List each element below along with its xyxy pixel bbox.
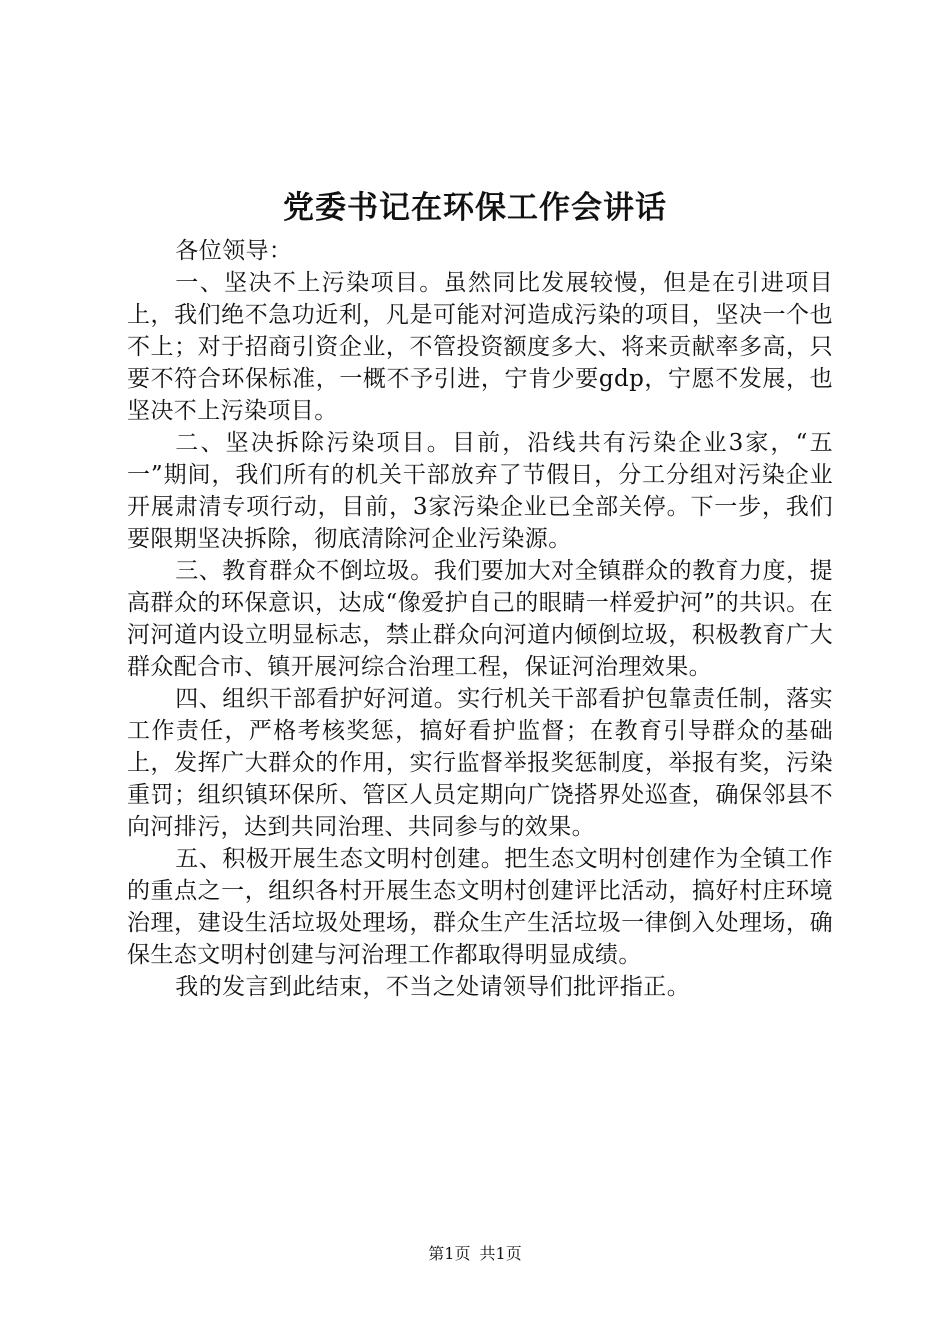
page-number-total: 共1页: [479, 1244, 522, 1263]
paragraph-1: 一、坚决不上污染项目。虽然同比发展较慢，但是在引进项目上，我们绝不急功近利，凡是可能对河造成污染的项目，坚决一个也不上；对于招商引资企业，不管投资额度多大、将来贡献率多高，只要不符合环保标准，一概不予引进，宁肯少要gdp，宁愿不发展，也坚决不上污染项目。: [127, 270, 833, 424]
page-footer: [0, 1243, 950, 1265]
paragraph-3: 三、教育群众不倒垃圾。我们要加大对全镇群众的教育力度，提高群众的环保意识，达成“像爱护自己的眼睛一样爱护河”的共识。在河河道内设立明显标志，禁止群众向河道内倾倒垃圾，积极教育广大群众配合市、镇开展河综合治理工程，保证河治理效果。: [127, 558, 833, 680]
paragraph-4: 四、组织干部看护好河道。实行机关干部看护包靠责任制，落实工作责任，严格考核奖惩，搞好看护监督；在教育引导群众的基础上，发挥广大群众的作用，实行监督举报奖惩制度，举报有奖，污染重罚；组织镇环保所、管区人员定期向广饶搭界处巡查，确保邻县不向河排污，达到共同治理、共同参与的效果。: [127, 686, 833, 840]
paragraph-2: 二、坚决拆除污染项目。目前，沿线共有污染企业3家，“五一”期间，我们所有的机关干部放弃了节假日，分工分组对污染企业开展肃清专项行动，目前，3家污染企业已全部关停。下一步，我们要限期坚决拆除，彻底清除河企业污染源。: [127, 430, 833, 552]
page-number-current: 第1页: [428, 1244, 471, 1263]
paragraph-5: 五、积极开展生态文明村创建。把生态文明村创建作为全镇工作的重点之一，组织各村开展生态文明村创建评比活动，搞好村庄环境治理，建设生活垃圾处理场，群众生产生活垃圾一律倒入处理场，确保生态文明村创建与河治理工作都取得明显成绩。: [127, 846, 833, 968]
salutation: 各位领导：: [175, 238, 293, 264]
closing-paragraph: 我的发言到此结束，不当之处请领导们批评指正。: [175, 974, 691, 1000]
document-body: [127, 235, 833, 1003]
document-title: 党委书记在环保工作会讲话: [283, 190, 667, 226]
